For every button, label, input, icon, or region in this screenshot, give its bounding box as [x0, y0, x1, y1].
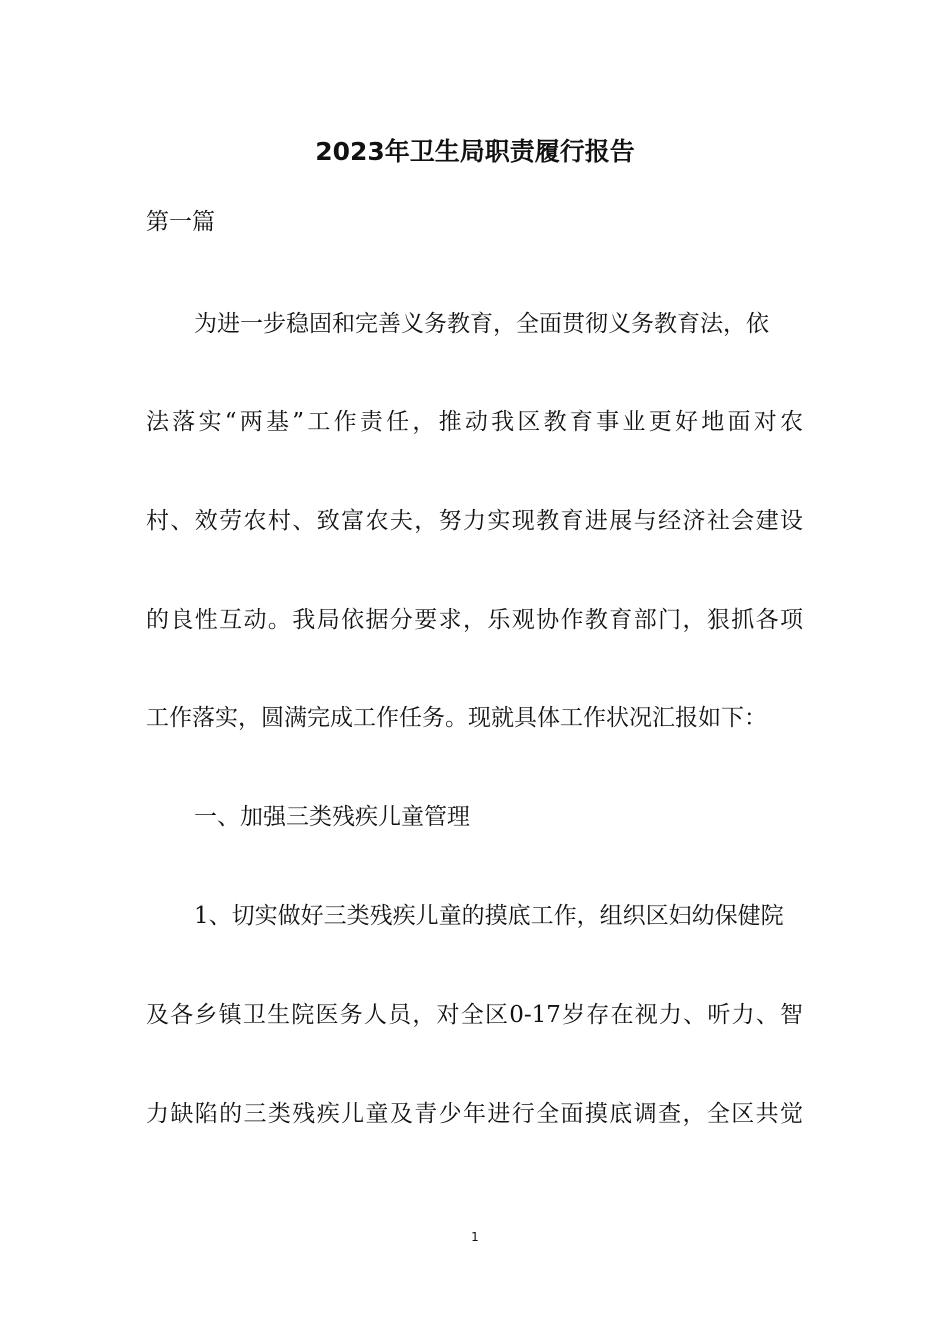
paragraph-line: 为进一步稳固和完善义务教育，全面贯彻义务教育法，依	[194, 311, 769, 337]
paragraph-line: 1、切实做好三类残疾儿童的摸底工作，组织区妇幼保健院	[194, 903, 784, 929]
paragraph-line: 工作落实，圆满完成工作任务。现就具体工作状况汇报如下：	[146, 705, 767, 731]
paragraph-line: 法落实“两基”工作责任，推动我区教育事业更好地面对农	[146, 409, 803, 435]
paragraph-line: 村、效劳农村、致富农夫，努力实现教育进展与经济社会建设	[146, 508, 803, 534]
paragraph-line: 的良性互动。我局依据分要求，乐观协作教育部门，狠抓各项	[146, 607, 803, 633]
section-label: 第一篇	[146, 209, 215, 235]
section-heading: 一、加强三类残疾儿童管理	[194, 804, 470, 830]
document-title: 2023年卫生局职责履行报告	[315, 137, 635, 166]
paragraph-line: 力缺陷的三类残疾儿童及青少年进行全面摸底调查，全区共觉	[146, 1101, 803, 1127]
paragraph-line: 及各乡镇卫生院医务人员，对全区0-17岁存在视力、听力、智	[146, 1002, 803, 1028]
page-number: 1	[471, 1230, 479, 1244]
